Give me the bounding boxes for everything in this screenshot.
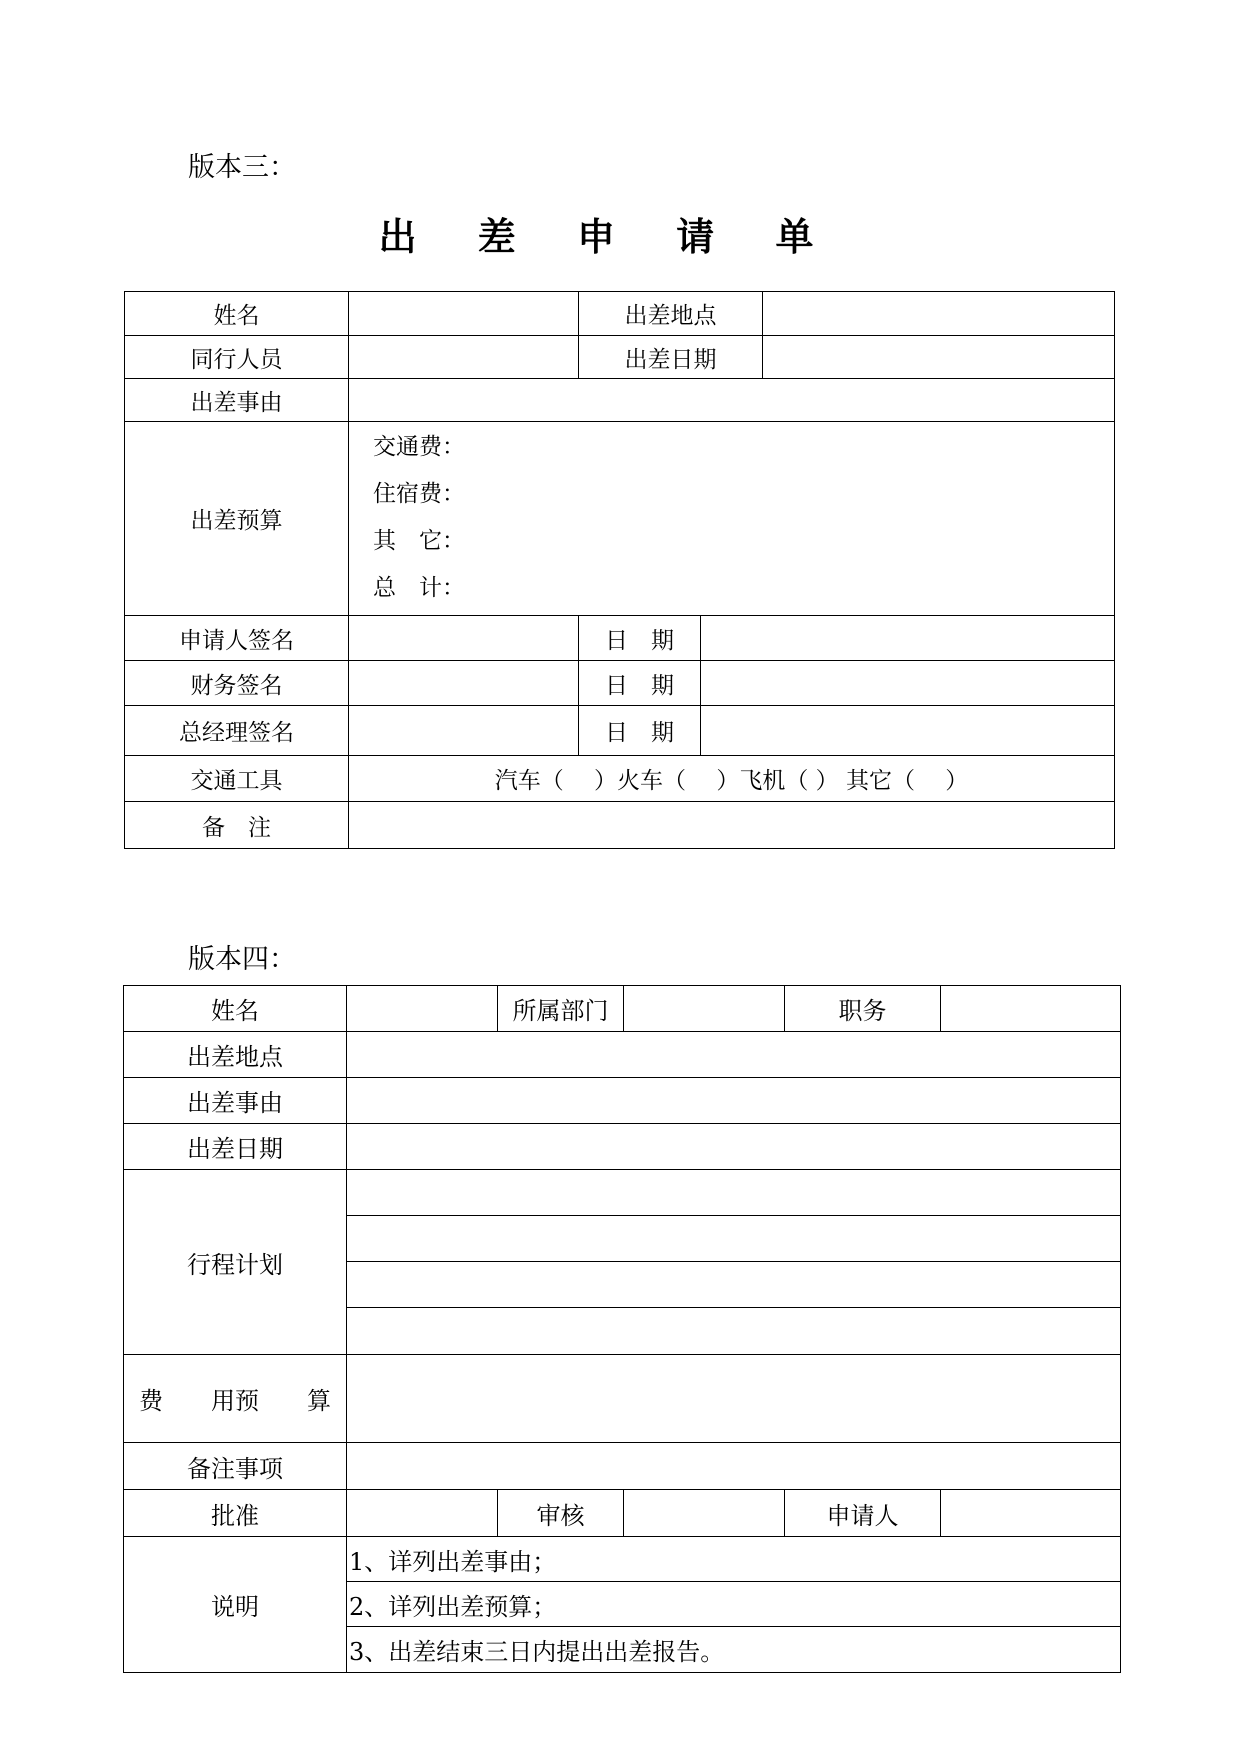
v4-approve-field[interactable] xyxy=(347,1490,498,1537)
transport-fee-line: 交通费： xyxy=(373,434,465,460)
gm-date-field[interactable] xyxy=(701,706,1115,756)
applicant-date-label: 日 期 xyxy=(579,616,701,661)
gm-date-label: 日 期 xyxy=(579,706,701,756)
remarks-label: 备 注 xyxy=(125,802,349,849)
v4-reason-field[interactable] xyxy=(347,1078,1121,1124)
lodging-fee-line: 住宿费： xyxy=(373,481,465,507)
v4-review-label: 审核 xyxy=(498,1490,624,1537)
name-label: 姓名 xyxy=(125,292,349,336)
remarks-field[interactable] xyxy=(349,802,1115,849)
v4-itinerary-label: 行程计划 xyxy=(124,1170,347,1355)
gm-sign-field[interactable] xyxy=(349,706,579,756)
v4-itinerary-line-4[interactable] xyxy=(347,1308,1121,1355)
v4-reason-label: 出差事由 xyxy=(124,1078,347,1124)
travel-application-form-v4 xyxy=(123,985,1121,1673)
v4-itinerary-line-1[interactable] xyxy=(347,1170,1121,1216)
v4-budget-field[interactable] xyxy=(347,1355,1121,1443)
version3-heading: 版本三： xyxy=(188,152,296,183)
total-fee-line: 总 计： xyxy=(373,575,465,601)
version4-heading: 版本四： xyxy=(188,944,296,975)
destination-field[interactable] xyxy=(763,292,1115,336)
other-fee-line: 其 它： xyxy=(373,528,465,554)
v4-applicant-label: 申请人 xyxy=(785,1490,941,1537)
budget-label: 出差预算 xyxy=(125,422,349,616)
v4-note-3: 3、出差结束三日内提出出差报告。 xyxy=(347,1627,1121,1673)
finance-date-label: 日 期 xyxy=(579,661,701,706)
v4-approve-label: 批准 xyxy=(124,1490,347,1537)
v4-position-field[interactable] xyxy=(941,986,1121,1032)
v4-notes-label: 说明 xyxy=(124,1537,347,1673)
form-title: 出 差 申 请 单 xyxy=(378,215,838,259)
transport-options[interactable]: 汽车（ ）火车（ ）飞机（ ） 其它（ ） xyxy=(349,756,1115,802)
v4-department-label: 所属部门 xyxy=(498,986,624,1032)
transport-label: 交通工具 xyxy=(125,756,349,802)
v4-itinerary-line-2[interactable] xyxy=(347,1216,1121,1262)
companions-field[interactable] xyxy=(349,336,579,379)
v4-remarks-field[interactable] xyxy=(347,1443,1121,1490)
v4-remarks-label: 备注事项 xyxy=(124,1443,347,1490)
v4-review-field[interactable] xyxy=(624,1490,785,1537)
applicant-sign-field[interactable] xyxy=(349,616,579,661)
travel-application-form-v3 xyxy=(124,291,1115,849)
finance-date-field[interactable] xyxy=(701,661,1115,706)
applicant-date-field[interactable] xyxy=(701,616,1115,661)
v4-date-label: 出差日期 xyxy=(124,1124,347,1170)
v4-budget-label: 费 用预 算 xyxy=(124,1355,347,1443)
finance-sign-label: 财务签名 xyxy=(125,661,349,706)
applicant-sign-label: 申请人签名 xyxy=(125,616,349,661)
finance-sign-field[interactable] xyxy=(349,661,579,706)
reason-field[interactable] xyxy=(349,379,1115,422)
travel-date-label: 出差日期 xyxy=(579,336,763,379)
budget-field[interactable] xyxy=(349,422,1115,616)
v4-name-label: 姓名 xyxy=(124,986,347,1032)
v4-itinerary-line-3[interactable] xyxy=(347,1262,1121,1308)
v4-name-field[interactable] xyxy=(347,986,498,1032)
gm-sign-label: 总经理签名 xyxy=(125,706,349,756)
v4-note-1: 1、详列出差事由； xyxy=(347,1537,1121,1582)
name-field[interactable] xyxy=(349,292,579,336)
v4-destination-field[interactable] xyxy=(347,1032,1121,1078)
reason-label: 出差事由 xyxy=(125,379,349,422)
v4-date-field[interactable] xyxy=(347,1124,1121,1170)
v4-applicant-field[interactable] xyxy=(941,1490,1121,1537)
v4-destination-label: 出差地点 xyxy=(124,1032,347,1078)
destination-label: 出差地点 xyxy=(579,292,763,336)
travel-date-field[interactable] xyxy=(763,336,1115,379)
v4-position-label: 职务 xyxy=(785,986,941,1032)
v4-department-field[interactable] xyxy=(624,986,785,1032)
companions-label: 同行人员 xyxy=(125,336,349,379)
v4-note-2: 2、详列出差预算； xyxy=(347,1582,1121,1627)
